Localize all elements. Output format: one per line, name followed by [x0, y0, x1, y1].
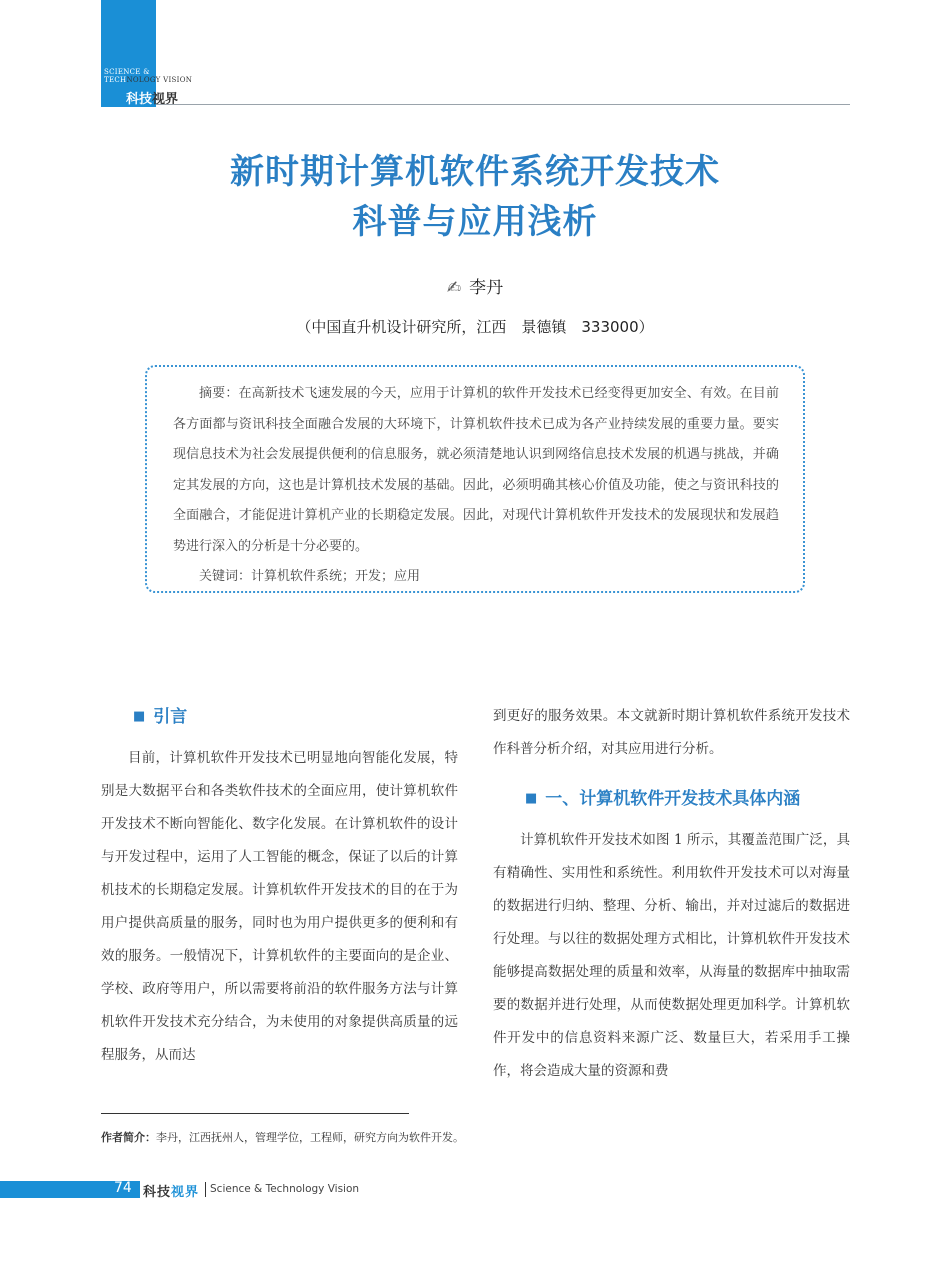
- article-title-line1: 新时期计算机软件系统开发技术: [230, 152, 720, 192]
- footnote-label: 作者简介：: [101, 1131, 156, 1144]
- square-bullet-icon: ■: [133, 709, 146, 724]
- intro-paragraph: 目前，计算机软件开发技术已明显地向智能化发展，特别是大数据平台和各类软件技术的全面应用，使计算机软件开发技术不断向智能化、数字化发展。在计算机软件的设计与开发过程中，运用了人工智能的概念，保证了以后的计算机技术的长期稳定发展。计算机软件开发技术的目的在于为用户提供高质量的服务，同时也为用户提供更多的便利和有效的服务。一般情况下，计算机软件的主要面向的是企业、学校、政府等用户，所以需要将前沿的软件服务方法与计算机软件开发技术充分结合，为未使用的对象提供高质量的远程服务，从而达: [101, 750, 458, 1063]
- left-column: [101, 700, 458, 1072]
- footnote-text: 李丹，江西抚州人，管理学位，工程师，研究方向为软件开发。: [156, 1131, 464, 1144]
- header-rule: [156, 104, 850, 105]
- journal-logo-english: [104, 68, 234, 84]
- logo-en-line2b: NOLOGY VISION: [126, 76, 193, 84]
- article-title-line2: 科普与应用浅析: [352, 202, 598, 242]
- page-number: 74: [114, 1180, 132, 1196]
- right-column: [493, 700, 850, 1088]
- section-heading-intro: ■ 引言: [133, 707, 188, 727]
- keywords-text: 关键词：计算机软件系统；开发；应用: [199, 569, 421, 584]
- continuation-paragraph: 到更好的服务效果。本文就新时期计算机软件系统开发技术作科普分析介绍，对其应用进行分析。: [493, 708, 850, 757]
- footnote-rule: [101, 1113, 409, 1114]
- logo-cn-b: 视界: [152, 92, 179, 107]
- logo-en-line1: SCIENCE &: [104, 68, 150, 76]
- square-bullet-icon: ■: [525, 791, 538, 806]
- pen-icon: ✍: [446, 278, 462, 298]
- author-line: [0, 273, 950, 298]
- logo-cn-a: 科技: [126, 92, 153, 107]
- logo-en-line2a: TECH: [104, 76, 127, 84]
- author-name: 李丹: [469, 278, 504, 298]
- footer-separator: [205, 1182, 206, 1197]
- footer-journal-cn: 科技视界: [143, 1185, 200, 1200]
- section1-paragraph: 计算机软件开发技术如图 1 所示，其覆盖范围广泛，具有精确性、实用性和系统性。利用软件开发技术可以对海量的数据进行归纳、整理、分析、输出，并对过滤后的数据进行处理。与以往的数据处理方式相比，计算机软件开发技术能够提高数据处理的质量和效率，从海量的数据库中抽取需要的数据并进行处理，从而使数据处理更加科学。计算机软件开发中的信息资料来源广泛、数量巨大，若采用手工操作，将会造成大量的资源和费: [493, 832, 850, 1079]
- footer-journal-en: Science & Technology Vision: [210, 1183, 360, 1195]
- section-heading-1: ■ 一、计算机软件开发技术具体内涵: [525, 789, 801, 809]
- author-affiliation: （中国直升机设计研究所，江西 景德镇 333000）: [296, 318, 654, 336]
- abstract-text: 摘要：在高新技术飞速发展的今天，应用于计算机的软件开发技术已经变得更加安全、有效。在目前各方面都与资讯科技全面融合发展的大环境下，计算机软件技术已成为各产业持续发展的重要力量。要实现信息技术为社会发展提供便利的信息服务，就必须清楚地认识到网络信息技术发展的机遇与挑战，并确定其发展的方向，这也是计算机技术发展的基础。因此，必须明确其核心价值及功能，使之与资讯科技的全面融合，才能促进计算机产业的长期稳定发展。因此，对现代计算机软件开发技术的发展现状和发展趋势进行深入的分析是十分必要的。: [173, 386, 779, 554]
- author-footnote: [101, 1129, 464, 1145]
- abstract-box: [145, 365, 805, 593]
